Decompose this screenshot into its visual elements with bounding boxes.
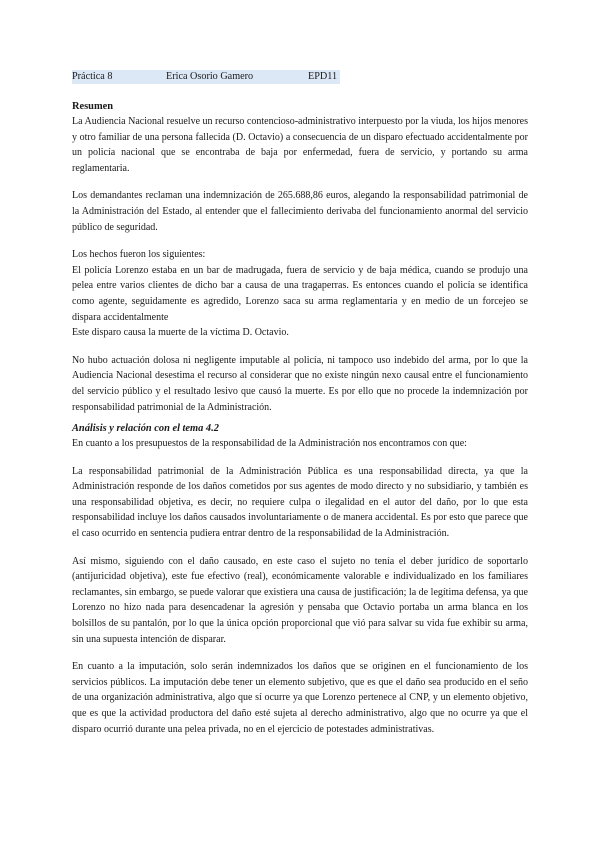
resumen-paragraph: La Audiencia Nacional resuelve un recurso contencioso-administrativo interpuesto por la viuda, los hijos menores y otro familiar de una persona fallecida (D. Octavio) a consecuencia de un disparo efectuado accidentalmente por un policía nacional que se encontraba de baja por enfermedad, fuera de servicio, y portando su arma reglamentaria.	[72, 116, 528, 174]
author-name: Erica Osorio Gamero	[166, 71, 254, 82]
course-code: EPD11	[308, 71, 338, 82]
analisis-paragraph: Así mismo, siguiendo con el daño causado, en este caso el sujeto no tenía el deber jurídico de soportarlo (antijuricidad objetiva), este fue efectivo (real), económicamente valorable e individualizado en los familiares reclamantes, sin embargo, se puede valorar que existiera una causa de justificación; la de legítima defensa, ya que Lorenzo no hizo nada para desencadenar la agresión y pensaba que Octavio portaba un arma blanca en los bolsillos de su pantalón, por lo que la única opción proporcional que vió para salvar su vida fue exhibir su arma, sin una supuesta intención de disparar.	[72, 555, 528, 645]
resumen-paragraph: Los hechos fueron los siguientes:	[72, 249, 206, 261]
resumen-heading: Resumen	[72, 101, 113, 112]
document-header	[72, 70, 340, 84]
resumen-paragraph: No hubo actuación dolosa ni negligente imputable al policía, ni tampoco uso indebido del arma, por lo que la Audiencia Nacional desestima el recurso al considerar que no existe ningún nexo causal entre el funcionamiento del servicio público y el resultado lesivo que causó la muerte. Es por ello que no procede la indemnización por responsabilidad patrimonial de la Administración.	[72, 354, 528, 413]
practice-label: Práctica 8	[72, 71, 113, 82]
analisis-paragraph: En cuanto a los presupuestos de la responsabilidad de la Administración nos encontramos con que:	[72, 438, 467, 450]
analisis-heading: Análisis y relación con el tema 4.2	[72, 423, 219, 435]
resumen-paragraph: Los demandantes reclaman una indemnización de 265.688,86 euros, alegando la responsabilidad patrimonial de la Administración del Estado, al entender que el fallecimiento derivaba del funcionamiento anormal del servicio público de seguridad.	[72, 190, 528, 233]
analisis-paragraph: La responsabilidad patrimonial de la Administración Pública es una responsabilidad directa, ya que la Administración responde de los daños cometidos por sus agentes de modo directo y no subsidiario, y también es una responsabilidad objetiva, es decir, no requiere culpa o ilegalidad en el autor del daño, por lo que esta responsabilidad incluye los daños causados involuntariamente o de manera accidental. Es por esto que parece que el caso ocurrido en sentencia pudiera entrar dentro de la responsabilidad de la Administración.	[72, 465, 528, 540]
resumen-paragraph: El policía Lorenzo estaba en un bar de madrugada, fuera de servicio y de baja médica, cuando se produjo una pelea entre varios clientes de dicho bar a causa de una tragaperras. Es entonces cuando el policía se identifica como agente, seguidamente es agredido, Lorenzo saca su arma reglamentaria y en medio de un forcejeo se dispara accidentalmente	[72, 264, 528, 323]
analisis-paragraph: En cuanto a la imputación, solo serán indemnizados los daños que se originen en el funcionamiento de los servicios públicos. La imputación debe tener un elemento subjetivo, que es que el daño sea producido en el seño de una organización administrativa, algo que sí ocurre ya que Lorenzo pertenece al CNP, y un elemento objetivo, que es que la actividad productora del daño esté sujeta al derecho administrativo, algo que no ocurre ya que el disparo ocurrió durante una pelea privada, no en el ejercicio de potestades administrativas.	[72, 661, 528, 735]
resumen-paragraph: Este disparo causa la muerte de la víctima D. Octavio.	[72, 327, 289, 339]
